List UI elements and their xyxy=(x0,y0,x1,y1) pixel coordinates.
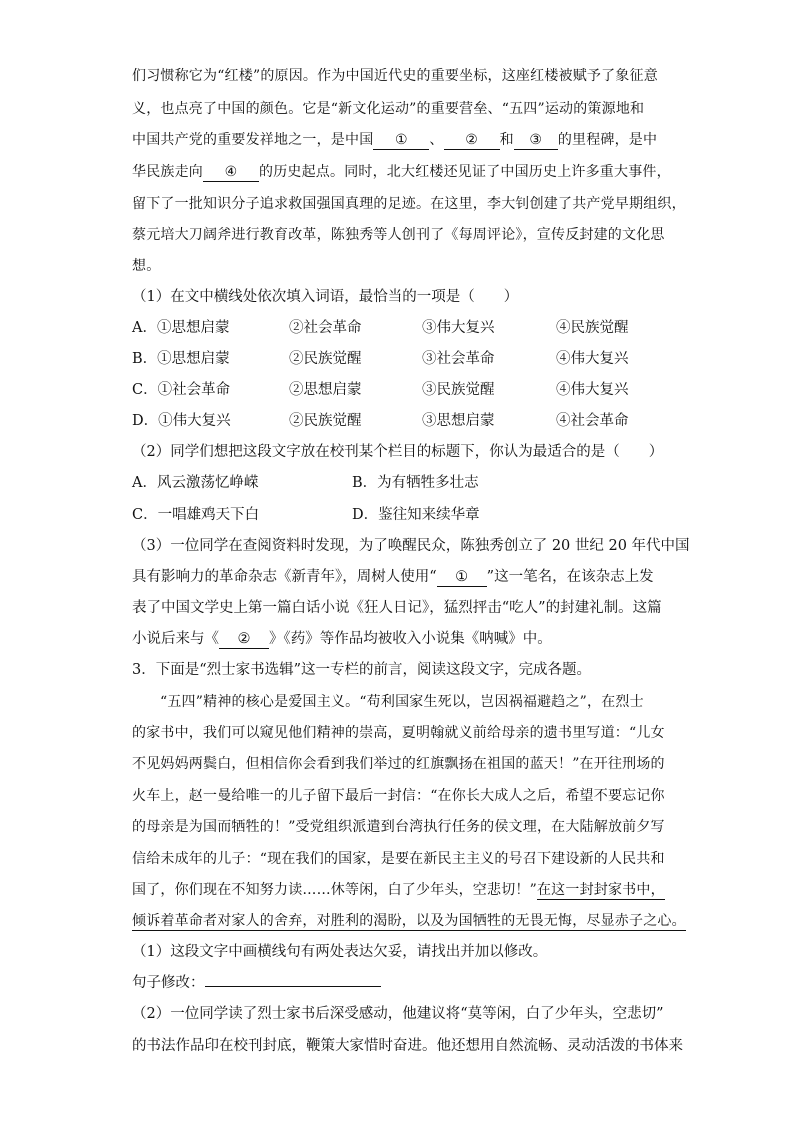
passage-line-4: 华民族走向 ④ 的历史起点。同时，北大红楼还见证了中国历史上许多重大事件， xyxy=(132,164,671,180)
question-2-stem: （2）同学们想把这段文字放在校刊某个栏目的标题下，你认为最适合的是（ ） xyxy=(132,444,664,460)
underlined-sentence-part-1: 在这一封封家书中， xyxy=(536,882,665,898)
option-a-2: ②社会革命 xyxy=(289,320,362,336)
sentence-revision-input[interactable] xyxy=(205,986,381,987)
question-3-line-3: 表了中国文学史上第一篇白话小说《狂人日记》，猛烈抨击“吃人”的封建礼制。这篇 xyxy=(132,600,662,616)
preface-line-8 xyxy=(132,911,686,931)
preface-line-1: “五四”精神的核心是爱国主义。“苟利国家生死以，岂因祸福避趋之”，在烈士 xyxy=(160,694,644,710)
question-3-line-2: 具有影响力的革命杂志《新青年》，周树人使用“ ① ”这一笔名，在该杂志上发 xyxy=(132,569,654,585)
option-c-1[interactable]: C．①社会革命 xyxy=(132,382,231,398)
novel-title-blank[interactable]: ② xyxy=(219,630,269,649)
blank-3[interactable]: ③ xyxy=(514,131,558,150)
option-a-4: ④民族觉醒 xyxy=(556,320,629,336)
section-3-title: 3．下面是“烈士家书选辑”这一专栏的前言，阅读这段文字，完成各题。 xyxy=(132,662,592,678)
option-b-1[interactable]: B．①思想启蒙 xyxy=(132,351,230,367)
s3-question-2-line-1: （2）一位同学读了烈士家书后深受感动，他建议将“莫等闲，白了少年头，空悲切” xyxy=(132,1006,664,1022)
option-b-3: ③社会革命 xyxy=(422,351,495,367)
option-b-4: ④伟大复兴 xyxy=(556,351,629,367)
passage-line-6: 蔡元培大刀阔斧进行教育改革，陈独秀等人创刊了《每周评论》，宣传反封建的文化思 xyxy=(132,227,665,243)
option-d-2: ②民族觉醒 xyxy=(289,413,362,429)
preface-line-4: 火车上，赵一曼给唯一的儿子留下最后一封信：“在你长大成人之后，希望不要忘记你 xyxy=(132,788,665,804)
s3-question-2-line-2: 的书法作品印在校刊封底，鞭策大家惜时奋进。他还想用自然流畅、灵动活泼的书体来 xyxy=(132,1038,683,1054)
question-1-stem: （1）在文中横线处依次填入词语，最恰当的一项是（ ） xyxy=(132,289,519,305)
blank-2[interactable]: ② xyxy=(444,131,500,150)
sentence-revision-row xyxy=(132,973,664,993)
option-a-3: ③伟大复兴 xyxy=(422,320,495,336)
sentence-revision-label: 句子修改： xyxy=(132,975,205,991)
passage-line-2: 义，也点亮了中国的颜色。它是“新文化运动”的重要营垒、“五四”运动的策源地和 xyxy=(132,101,645,117)
pen-name-blank[interactable]: ① xyxy=(437,568,487,587)
option-d-3: ③思想启蒙 xyxy=(422,413,495,429)
passage-line-5: 留下了一批知识分子追求救国强国真理的足迹。在这里，李大钊创建了共产党早期组织， xyxy=(132,196,686,212)
passage-line-7: 想。 xyxy=(132,258,161,274)
option-c-4: ④伟大复兴 xyxy=(556,382,629,398)
preface-line-6: 信给未成年的儿子：“现在我们的国家，是要在新民主主义的号召下建设新的人民共和 xyxy=(132,851,665,867)
passage-line-1: 们习惯称它为“红楼”的原因。作为中国近代史的重要坐标，这座红楼被赋予了象征意 xyxy=(132,68,658,84)
question-3-line-4: 小说后来与《 ② 》《药》等作品均被收入小说集《呐喊》中。 xyxy=(132,631,552,647)
preface-line-2: 的家书中，我们可以窥见他们精神的崇高，夏明翰就义前给母亲的遗书里写道：“儿女 xyxy=(132,725,665,741)
preface-line-7: 国了，你们现在不知努力读……休等闲，白了少年头，空悲切！”在这一封封家书中， xyxy=(132,882,665,898)
underlined-sentence-part-2: 倾诉着革命者对家人的舍弃，对胜利的渴盼，以及为国牺牲的无畏无悔，尽显赤子之心。 xyxy=(132,913,686,929)
s3-question-1-stem: （1）这段文字中画横线句有两处表达欠妥，请找出并加以修改。 xyxy=(132,944,548,960)
option-b-2: ②民族觉醒 xyxy=(289,351,362,367)
option-d-4: ④社会革命 xyxy=(556,413,629,429)
blank-4[interactable]: ④ xyxy=(203,163,259,182)
passage-line-3: 中国共产党的重要发祥地之一，是中国 ① 、 ② 和 ③ 的里程碑，是中 xyxy=(132,132,658,148)
option-c-3: ③民族觉醒 xyxy=(422,382,495,398)
option-c-2: ②思想启蒙 xyxy=(289,382,362,398)
option-2-d[interactable]: D．鉴往知来续华章 xyxy=(352,507,480,523)
option-2-c[interactable]: C．一唱雄鸡天下白 xyxy=(132,507,260,523)
option-2-b[interactable]: B．为有牺牲多壮志 xyxy=(352,475,479,491)
preface-line-3: 不见妈妈两鬓白，但相信你会看到我们举过的红旗飘扬在祖国的蓝天！”在开往刑场的 xyxy=(132,756,665,772)
preface-line-5: 的母亲是为国而牺牲的！”受党组织派遣到台湾执行任务的侯文理，在大陆解放前夕写 xyxy=(132,819,665,835)
option-a-1[interactable]: A．①思想启蒙 xyxy=(132,320,230,336)
blank-1[interactable]: ① xyxy=(373,131,429,150)
option-d-1[interactable]: D．①伟大复兴 xyxy=(132,413,231,429)
question-3-line-1: （3）一位同学在查阅资料时发现，为了唤醒民众，陈独秀创立了 20 世纪 20 年代中国 xyxy=(132,538,690,554)
option-2-a[interactable]: A．风云激荡忆峥嵘 xyxy=(132,475,259,491)
